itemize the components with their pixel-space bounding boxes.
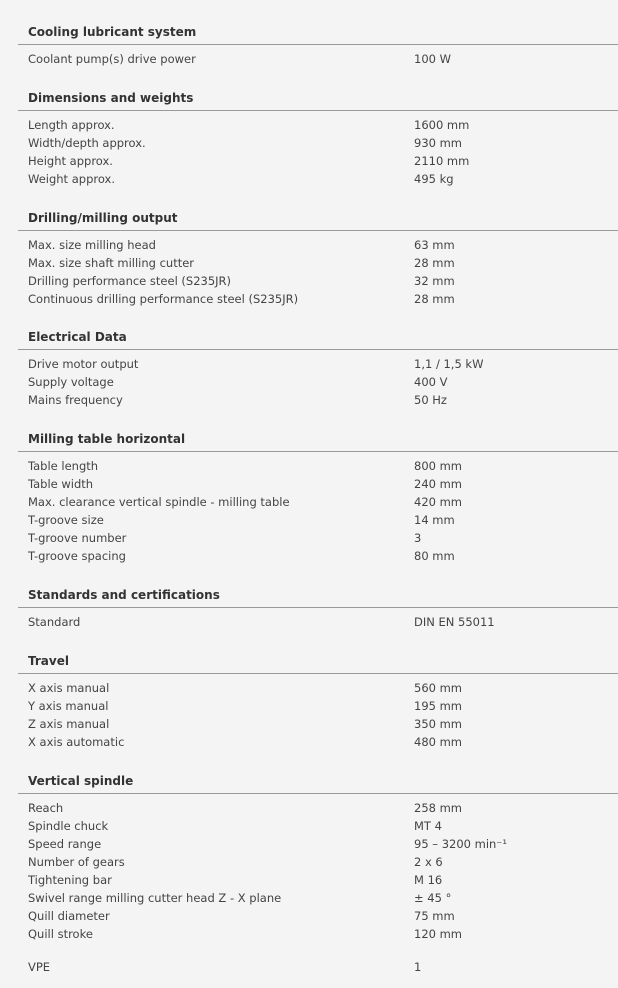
footer-label: VPE <box>28 960 51 974</box>
spec-value: 800 mm <box>414 459 463 473</box>
spec-label: Standard <box>28 615 81 629</box>
spec-value: 560 mm <box>414 681 463 695</box>
spec-value: 420 mm <box>414 495 463 509</box>
section-title: Dimensions and weights <box>28 91 194 105</box>
spec-label: Spindle chuck <box>28 819 109 833</box>
spec-value: 28 mm <box>414 256 455 270</box>
spec-value: 14 mm <box>414 513 455 527</box>
spec-row <box>18 529 618 547</box>
spec-row <box>18 272 618 290</box>
spec-value: 495 kg <box>414 172 454 186</box>
spec-label: Height approx. <box>28 154 113 168</box>
spec-label: Speed range <box>28 837 102 851</box>
section-title: Drilling/milling output <box>28 211 178 225</box>
spec-label: Drilling performance steel (S235JR) <box>28 274 232 288</box>
spec-row <box>18 799 618 817</box>
spec-label: Quill stroke <box>28 927 93 941</box>
spec-value: 100 W <box>414 52 451 66</box>
section-divider <box>18 44 618 45</box>
spec-label: Max. clearance vertical spindle - milling table <box>28 495 290 509</box>
spec-value: 400 V <box>414 375 448 389</box>
footer-value: 1 <box>414 960 422 974</box>
spec-label: Width/depth approx. <box>28 136 146 150</box>
spec-label: Mains frequency <box>28 393 123 407</box>
spec-label: Reach <box>28 801 64 815</box>
spec-value: 120 mm <box>414 927 463 941</box>
section-divider <box>18 673 618 674</box>
spec-row <box>18 817 618 835</box>
spec-value: 350 mm <box>414 717 463 731</box>
section-title: Milling table horizontal <box>28 432 186 446</box>
spec-row <box>18 236 618 254</box>
section-divider <box>18 607 618 608</box>
spec-value: MT 4 <box>414 819 442 833</box>
spec-label: T-groove spacing <box>28 549 126 563</box>
spec-label: Table length <box>28 459 99 473</box>
section-divider <box>18 110 618 111</box>
spec-label: Table width <box>28 477 94 491</box>
spec-value: 930 mm <box>414 136 463 150</box>
spec-label: T-groove number <box>28 531 127 545</box>
spec-row <box>18 853 618 871</box>
spec-value: 80 mm <box>414 549 455 563</box>
spec-value: 1,1 / 1,5 kW <box>414 357 484 371</box>
section-title: Travel <box>28 654 69 668</box>
spec-row <box>18 715 618 733</box>
spec-row <box>18 134 618 152</box>
spec-value: 195 mm <box>414 699 463 713</box>
spec-row <box>18 547 618 565</box>
spec-value: 95 – 3200 min⁻¹ <box>414 837 507 851</box>
spec-row <box>18 152 618 170</box>
section-divider <box>18 349 618 350</box>
spec-value: 480 mm <box>414 735 463 749</box>
spec-row <box>18 925 618 943</box>
spec-row <box>18 457 618 475</box>
spec-value: 75 mm <box>414 909 455 923</box>
spec-label: X axis manual <box>28 681 110 695</box>
section-divider <box>18 230 618 231</box>
spec-label: Weight approx. <box>28 172 115 186</box>
spec-label: Max. size milling head <box>28 238 156 252</box>
spec-value: 2110 mm <box>414 154 470 168</box>
spec-label: Max. size shaft milling cutter <box>28 256 195 270</box>
spec-row <box>18 493 618 511</box>
spec-value: 63 mm <box>414 238 455 252</box>
section-title: Vertical spindle <box>28 774 134 788</box>
spec-row <box>18 679 618 697</box>
spec-row <box>18 170 618 188</box>
spec-row <box>18 391 618 409</box>
spec-value: 3 <box>414 531 422 545</box>
section-divider <box>18 793 618 794</box>
spec-row <box>18 733 618 751</box>
spec-value: 32 mm <box>414 274 455 288</box>
section-title: Standards and certifications <box>28 588 220 602</box>
spec-label: Continuous drilling performance steel (S235JR) <box>28 292 299 306</box>
spec-value: DIN EN 55011 <box>414 615 495 629</box>
spec-value: 2 x 6 <box>414 855 443 869</box>
spec-value: M 16 <box>414 873 443 887</box>
spec-value: ± 45 ° <box>414 891 452 905</box>
spec-label: T-groove size <box>28 513 104 527</box>
spec-value: 258 mm <box>414 801 463 815</box>
spec-row <box>18 835 618 853</box>
spec-value: 28 mm <box>414 292 455 306</box>
spec-row <box>18 116 618 134</box>
spec-row <box>18 889 618 907</box>
spec-row <box>18 254 618 272</box>
spec-row <box>18 907 618 925</box>
spec-label: Tightening bar <box>28 873 112 887</box>
footer-row-vpe <box>18 958 618 976</box>
spec-row <box>18 50 618 68</box>
spec-label: Length approx. <box>28 118 115 132</box>
spec-label: Supply voltage <box>28 375 114 389</box>
section-title: Electrical Data <box>28 330 127 344</box>
spec-row <box>18 290 618 308</box>
section-title: Cooling lubricant system <box>28 25 197 39</box>
section-divider <box>18 451 618 452</box>
spec-label: Swivel range milling cutter head Z - X plane <box>28 891 282 905</box>
spec-value: 50 Hz <box>414 393 447 407</box>
spec-label: Coolant pump(s) drive power <box>28 52 196 66</box>
spec-label: X axis automatic <box>28 735 125 749</box>
spec-label: Quill diameter <box>28 909 110 923</box>
spec-row <box>18 871 618 889</box>
spec-label: Drive motor output <box>28 357 139 371</box>
spec-row <box>18 373 618 391</box>
spec-value: 1600 mm <box>414 118 470 132</box>
spec-label: Number of gears <box>28 855 125 869</box>
spec-row <box>18 475 618 493</box>
spec-row <box>18 613 618 631</box>
spec-row <box>18 511 618 529</box>
spec-row <box>18 355 618 373</box>
spec-value: 240 mm <box>414 477 463 491</box>
spec-label: Y axis manual <box>28 699 109 713</box>
spec-label: Z axis manual <box>28 717 110 731</box>
spec-row <box>18 697 618 715</box>
